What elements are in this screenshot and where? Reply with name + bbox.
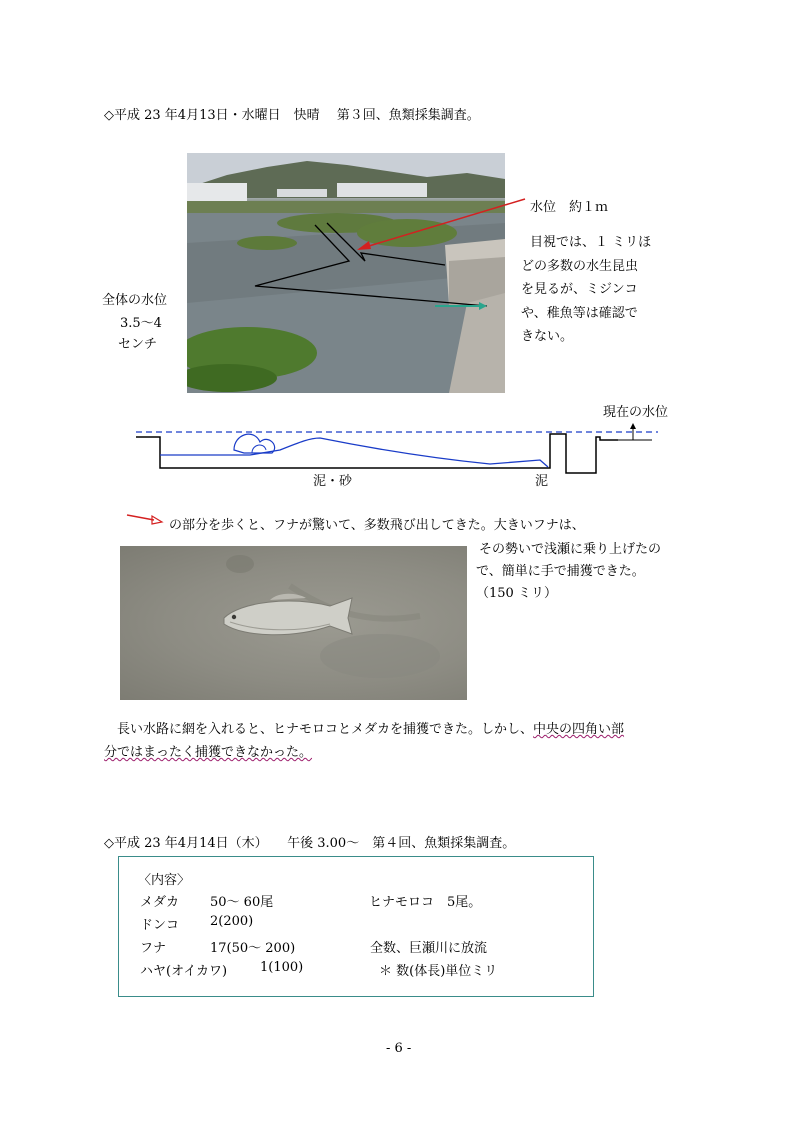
cross-section-diagram [130, 420, 670, 490]
rock-outline [234, 434, 275, 453]
catch-row-value: 17(50～ 200) [210, 941, 296, 956]
overall-level-line: 3.5～4 [120, 316, 162, 331]
water-level-label: 水位 約１ｍ [530, 200, 609, 215]
fish-note-line: で、簡単に手で捕獲できた。 [476, 564, 645, 579]
overall-level-line: センチ [118, 337, 158, 352]
catch-row-name: メダカ [140, 895, 180, 910]
paragraph-marked-text: 中央の四角い部 [533, 722, 625, 737]
content-box [118, 856, 594, 997]
catch-row-value: 2(200) [210, 914, 254, 929]
paragraph-line-1 [104, 718, 624, 737]
section2-heading: ◇平成 23 年4月14日（木） 午後 3.00～ 第４回、魚類採集調査。 [104, 836, 516, 851]
catch-note: ＊ 数(体長)単位ミリ [379, 964, 498, 979]
catch-row-name: ハヤ(オイカワ) [140, 964, 228, 979]
overall-level-line: 全体の水位 [102, 293, 168, 308]
current-level-label: 現在の水位 [603, 405, 669, 420]
mud-sand-label: 泥・砂 [313, 474, 353, 489]
catch-row-name: ドンコ [140, 918, 180, 933]
red-arrow-icon [126, 512, 164, 526]
observation-line: 目視では、１ ミリほ [530, 235, 652, 250]
mud-label: 泥 [535, 474, 549, 489]
catch-note: 全数、巨瀬川に放流 [370, 941, 488, 956]
channel-bed-outline [136, 434, 618, 473]
crucian-carp-photo-drawing [120, 546, 467, 700]
paragraph-line-2 [104, 741, 312, 760]
observation-line: どの多数の水生昆虫 [521, 259, 639, 274]
page-number: - 6 - [386, 1041, 412, 1056]
observation-line: を見るが、ミジンコ [521, 282, 638, 297]
observation-line: や、稚魚等は確認で [521, 306, 638, 321]
catch-row-name: フナ [140, 941, 167, 956]
fish-drawing [224, 594, 352, 635]
catch-row-value: 50～ 60尾 [210, 895, 274, 910]
mud-sand-profile [160, 438, 548, 467]
content-box-title: 〈内容〉 [138, 873, 191, 888]
fish-note-line: （150 ミリ） [476, 586, 557, 601]
paragraph-text: 長い水路に網を入れると、ヒナモロコとメダカを捕獲できた。しかし、 [104, 722, 534, 737]
observation-line: きない。 [521, 329, 574, 344]
catch-note: ヒナモロコ 5尾。 [369, 895, 482, 910]
paragraph-marked-text: 分ではまったく捕獲できなかった。 [104, 745, 313, 760]
catch-row-value: 1(100) [260, 960, 304, 975]
fish-note-line: その勢いで浅瀬に乗り上げたの [479, 542, 662, 557]
fish-note-first-line: の部分を歩くと、フナが驚いて、多数飛び出してきた。大きいフナは、 [169, 518, 585, 533]
crucian-carp-photo [120, 546, 467, 700]
section1-heading: ◇平成 23 年4月13日・水曜日 快晴 第３回、魚類採集調査。 [104, 108, 480, 123]
